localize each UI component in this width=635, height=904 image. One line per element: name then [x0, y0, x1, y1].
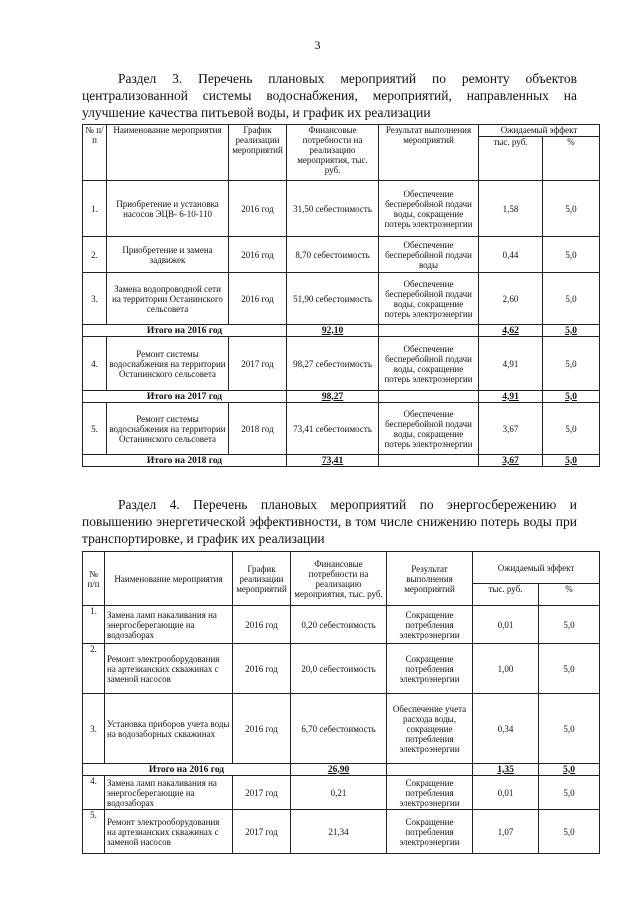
table-row — [83, 694, 600, 764]
row-finance: 21,34 — [291, 810, 387, 854]
total-label: Итого на 2017 год — [83, 391, 287, 403]
row-num: 4. — [83, 776, 105, 810]
row-year: 2017 год — [229, 337, 287, 391]
col-header-effect-rub: тыс. руб. — [473, 584, 539, 606]
section-3-table — [82, 124, 600, 467]
row-result: Обеспечение бесперебойной подачи воды — [379, 237, 479, 273]
row-effect-rub: 4,91 — [479, 337, 543, 391]
row-effect-pct: 5,0 — [543, 337, 600, 391]
row-year: 2016 год — [229, 273, 287, 325]
total-effect-pct: 5,0 — [543, 391, 600, 403]
row-result: Обеспечение бесперебойной подачи воды, сокращение потерь электроэнергии — [379, 337, 479, 391]
total-label: Итого на 2018 год — [83, 455, 287, 467]
row-num: 3. — [83, 273, 107, 325]
row-name: Приобретение и замена задвижек — [107, 237, 229, 273]
row-num: 2. — [83, 237, 107, 273]
row-result: Сокращение потребления электроэнергии — [387, 606, 473, 644]
col-header-schedule: График реализации мероприятий — [229, 125, 287, 181]
total-result-empty — [379, 391, 479, 403]
row-result: Обеспечение бесперебойной подачи воды, сокращение потерь электроэнергии — [379, 273, 479, 325]
row-finance: 31,50 себестоимость — [287, 181, 379, 237]
row-result: Сокращение потребления электроэнергии — [387, 776, 473, 810]
total-finance: 26,90 — [291, 764, 387, 776]
row-name: Ремонт электрооборудования на артезианских скважинах с заменой насосов — [105, 810, 233, 854]
table-row — [83, 237, 600, 273]
row-year: 2018 год — [229, 403, 287, 455]
row-name: Ремонт системы водоснабжения на территории Останинского сельсовета — [107, 337, 229, 391]
total-effect-rub: 1,35 — [473, 764, 539, 776]
total-effect-rub: 3,67 — [479, 455, 543, 467]
row-effect-pct: 5,0 — [543, 237, 600, 273]
row-effect-rub: 3,67 — [479, 403, 543, 455]
row-finance: 51,90 себестоимость — [287, 273, 379, 325]
row-name: Ремонт системы водоснабжения на территории Останинского сельсовета — [107, 403, 229, 455]
row-result: Обеспечение бесперебойной подачи воды, сокращение потерь электроэнергии — [379, 403, 479, 455]
col-header-finance: Финансовые потребности на реализацию мероприятия, тыс. руб. — [291, 552, 387, 606]
total-finance: 73,41 — [287, 455, 379, 467]
row-result: Обеспечение учета расхода воды, сокращение потребления электроэнергии — [387, 694, 473, 764]
row-result: Сокращение потребления электроэнергии — [387, 810, 473, 854]
col-header-effect: Ожидаемый эффект — [479, 125, 600, 137]
table-row — [83, 606, 600, 644]
row-year: 2016 год — [229, 237, 287, 273]
col-header-effect-rub: тыс. руб. — [479, 137, 543, 181]
table-row — [83, 403, 600, 455]
total-row — [83, 764, 600, 776]
section-4-table — [82, 551, 600, 854]
table-row — [83, 181, 600, 237]
section-3-heading — [82, 70, 577, 121]
col-header-effect: Ожидаемый эффект — [473, 552, 600, 584]
row-effect-rub: 2,60 — [479, 273, 543, 325]
row-num: 5. — [83, 403, 107, 455]
row-name: Ремонт электрооборудования на артезианских скважинах с заменой насосов — [105, 644, 233, 694]
col-header-name: Наименование мероприятия — [107, 125, 229, 181]
row-effect-rub: 1,58 — [479, 181, 543, 237]
row-result: Обеспечение бесперебойной подачи воды, сокращение потерь электроэнергии — [379, 181, 479, 237]
row-finance: 73,41 себестоимость — [287, 403, 379, 455]
row-effect-rub: 0,01 — [473, 606, 539, 644]
total-finance: 98,27 — [287, 391, 379, 403]
row-num: 1. — [83, 181, 107, 237]
section-3-heading-text: Раздел 3. Перечень плановых мероприятий по ремонту объектов централизованной системы водоснабжения, мероприятий, направленных на улучшение качества питьевой воды, и график их реализации — [82, 71, 577, 120]
total-effect-pct: 5,0 — [543, 455, 600, 467]
col-header-num: № п/п — [83, 552, 105, 606]
table-row — [83, 810, 600, 854]
row-effect-pct: 5,0 — [543, 181, 600, 237]
row-year: 2017 год — [233, 776, 291, 810]
total-row — [83, 455, 600, 467]
row-year: 2016 год — [229, 181, 287, 237]
total-finance: 92,10 — [287, 325, 379, 337]
row-name: Замена ламп накаливания на энергосберегающие на водозаборах — [105, 776, 233, 810]
table-row — [83, 644, 600, 694]
row-year: 2016 год — [233, 644, 291, 694]
row-effect-rub: 0,01 — [473, 776, 539, 810]
page-number: 3 — [314, 38, 321, 52]
row-effect-rub: 0,44 — [479, 237, 543, 273]
row-finance: 0,20 себестоимость — [291, 606, 387, 644]
row-num: 5. — [83, 810, 105, 854]
col-header-effect-pct: % — [539, 584, 600, 606]
col-header-name: Наименование мероприятия — [105, 552, 233, 606]
row-num: 2. — [83, 644, 105, 694]
total-label: Итого на 2016 год — [83, 764, 291, 776]
total-effect-rub: 4,62 — [479, 325, 543, 337]
row-num: 1. — [83, 606, 105, 644]
table-row — [83, 273, 600, 325]
row-num: 3. — [83, 694, 105, 764]
row-num: 4. — [83, 337, 107, 391]
total-label: Итого на 2016 год — [83, 325, 287, 337]
row-effect-pct: 5,0 — [539, 776, 600, 810]
total-result-empty — [387, 764, 473, 776]
row-finance: 98,27 себестоимость — [287, 337, 379, 391]
row-effect-rub: 1,00 — [473, 644, 539, 694]
row-finance: 20,0 себестоимость — [291, 644, 387, 694]
col-header-schedule: График реализации мероприятий — [233, 552, 291, 606]
col-header-num: № п/п — [83, 125, 107, 181]
row-effect-pct: 5,0 — [543, 403, 600, 455]
col-header-effect-pct: % — [543, 137, 600, 181]
row-effect-rub: 1,07 — [473, 810, 539, 854]
col-header-result: Результат выполнения мероприятий — [387, 552, 473, 606]
row-name: Установка приборов учета воды на водозаборных скважинах — [105, 694, 233, 764]
col-header-finance: Финансовые потребности на реализацию мероприятия, тыс. руб. — [287, 125, 379, 181]
row-year: 2016 год — [233, 694, 291, 764]
section-4-heading — [82, 496, 577, 547]
row-name: Замена ламп накаливания на энергосберегающие на водозаборах — [105, 606, 233, 644]
row-effect-pct: 5,0 — [539, 694, 600, 764]
row-year: 2016 год — [233, 606, 291, 644]
row-finance: 0,21 — [291, 776, 387, 810]
col-header-result: Результат выполнения мероприятий — [379, 125, 479, 181]
total-result-empty — [379, 455, 479, 467]
row-finance: 6,70 себестоимость — [291, 694, 387, 764]
section-4-heading-text: Раздел 4. Перечень плановых мероприятий по энергосбережению и повышению энергетической эффективности, в том числе снижению потерь воды при транспортировке, и график их реализации — [82, 497, 577, 546]
row-effect-pct: 5,0 — [539, 810, 600, 854]
table-row — [83, 337, 600, 391]
total-effect-rub: 4,91 — [479, 391, 543, 403]
total-row — [83, 325, 600, 337]
row-result: Сокращение потребления электроэнергии — [387, 644, 473, 694]
row-finance: 8,70 себестоимость — [287, 237, 379, 273]
row-name: Приобретение и установка насосов ЭЦВ- 6-10-110 — [107, 181, 229, 237]
row-effect-rub: 0,34 — [473, 694, 539, 764]
row-name: Замена водопроводной сети на территории Останинского сельсовета — [107, 273, 229, 325]
total-effect-pct: 5,0 — [539, 764, 600, 776]
row-effect-pct: 5,0 — [539, 606, 600, 644]
row-year: 2017 год — [233, 810, 291, 854]
table-row — [83, 776, 600, 810]
total-result-empty — [379, 325, 479, 337]
total-row — [83, 391, 600, 403]
row-effect-pct: 5,0 — [543, 273, 600, 325]
total-effect-pct: 5,0 — [543, 325, 600, 337]
row-effect-pct: 5,0 — [539, 644, 600, 694]
